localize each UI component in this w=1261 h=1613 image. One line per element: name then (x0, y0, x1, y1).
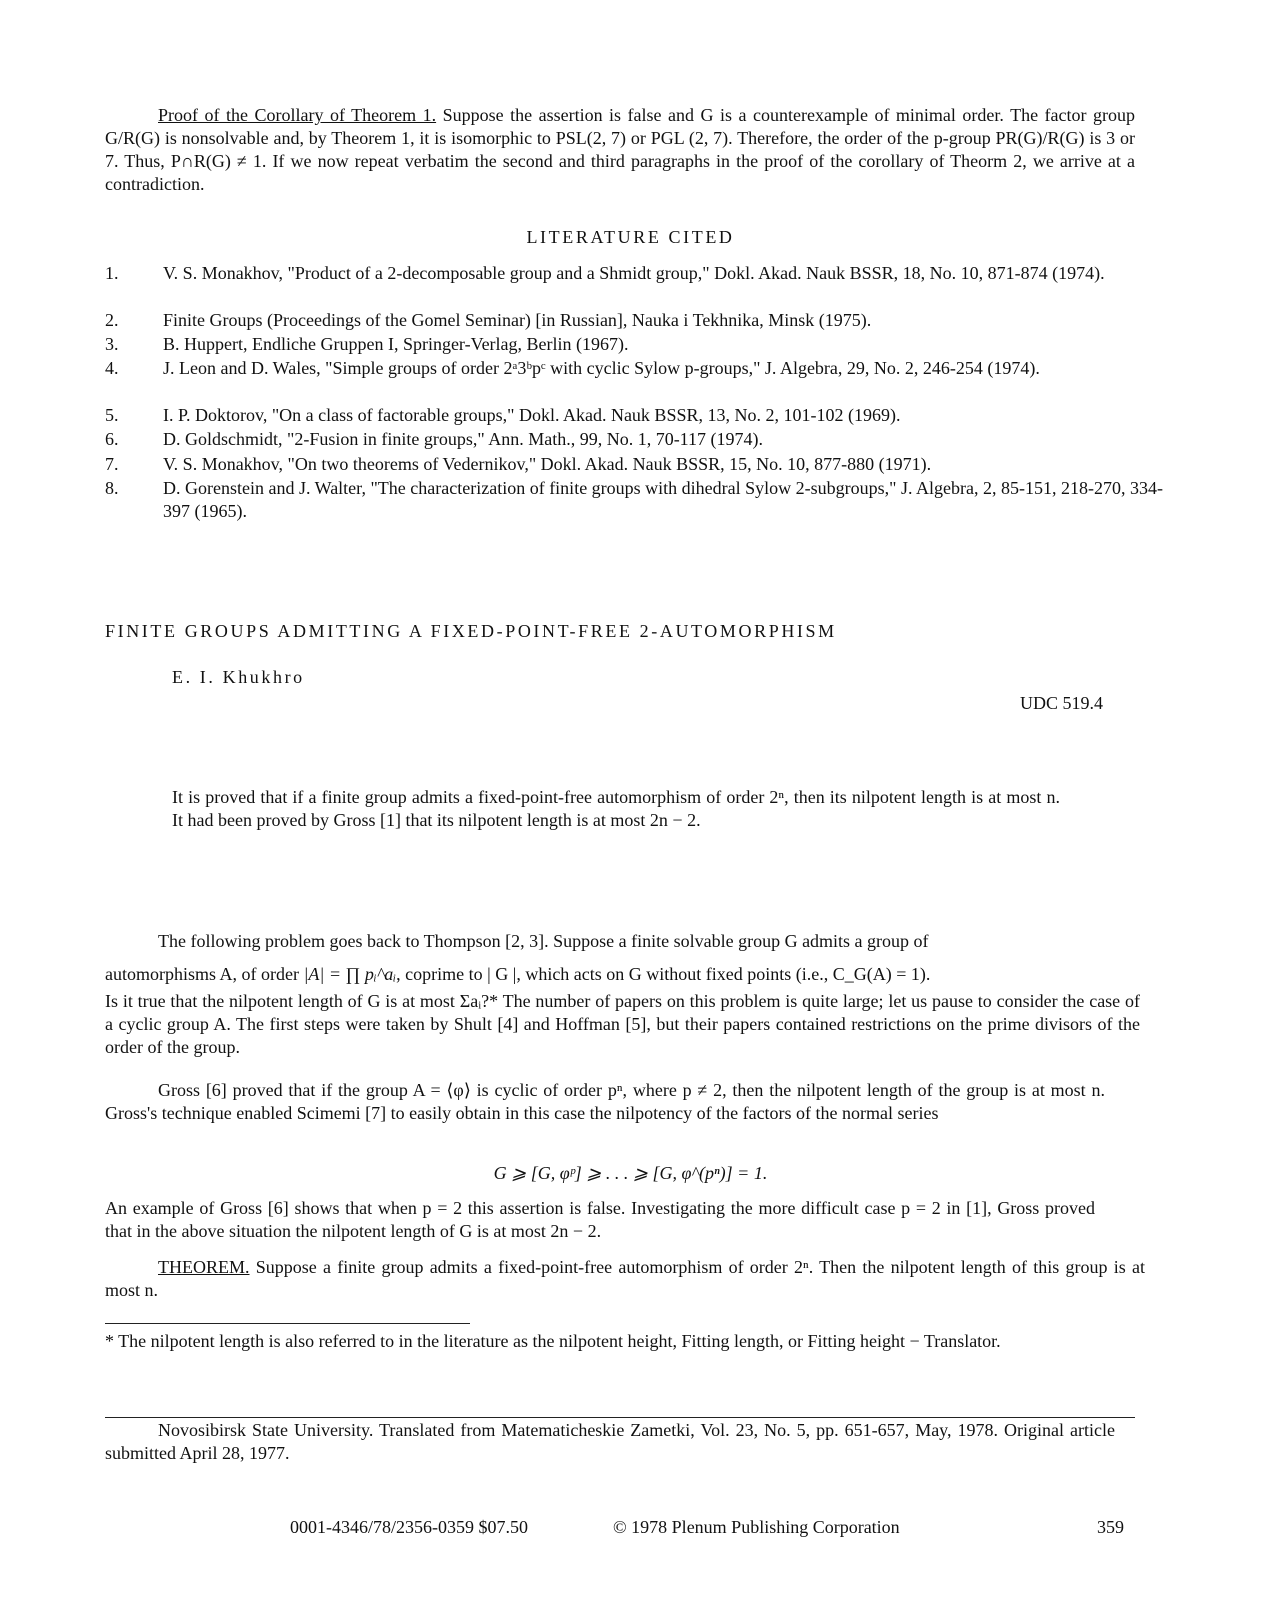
article-author: E. I. Khukhro (172, 667, 305, 687)
theorem-body: Suppose a finite group admits a fixed-point-free automorphism of order 2ⁿ. Then the nilpotent length of this group is at most n. (105, 1257, 1145, 1300)
abstract: It is proved that if a finite group admits a fixed-point-free automorphism of order 2ⁿ, then its nilpotent length is at most n. It had been proved by Gross [1] that its nilpotent length is at most 2n − 2. (172, 787, 1060, 830)
footnote: * The nilpotent length is also referred to in the literature as the nilpotent height, Fitting length, or Fitting height − Translator. (105, 1331, 1001, 1351)
order-formula: |A| = ∏ pᵢ^aᵢ (303, 964, 397, 984)
footnote-rule (105, 1323, 470, 1324)
literature-heading: LITERATURE CITED (526, 227, 735, 247)
body-paragraph-3: An example of Gross [6] shows that when p = 2 this assertion is false. Investigating the more difficult case p = 2 in [1], Gross proved that in the above situation the nilpotent length of G is at most 2n − 2. (105, 1198, 1095, 1241)
proof-body: Suppose the assertion is false and G is a counterexample of minimal order. The factor group G/R(G) is nonsolvable and, by Theorem 1, it is isomorphic to PSL(2, 7) or PGL (2, 7). Therefore, the order of the p-group PR(G)/R(G) is 3 or 7. Thus, P∩R(G) ≠ 1. If we now repeat verbatim the second and third paragraphs in the proof of the corollary of Theorm 2, we arrive at a contradiction. (105, 105, 1136, 194)
udc-code: UDC 519.4 (1020, 693, 1104, 713)
body-p1-line-a: The following problem goes back to Thompson [2, 3]. Suppose a finite solvable group G admits a group of (158, 931, 929, 951)
proof-paragraph (105, 104, 1135, 196)
theorem (105, 1256, 1145, 1302)
page-number: 359 (1097, 1517, 1124, 1537)
body-paragraph-1 (105, 930, 1140, 1059)
article-title: FINITE GROUPS ADMITTING A FIXED-POINT-FREE 2-AUTOMORPHISM (105, 621, 837, 641)
source-rule (105, 1417, 1135, 1418)
body-paragraph-2: Gross [6] proved that if the group A = ⟨φ⟩ is cyclic of order pⁿ, where p ≠ 2, then the nilpotent length of the group is at most n. Gross's technique enabled Scimemi [7] to easily obtain in this case the nilpotency of the factors of the normal series (105, 1080, 1105, 1123)
source-note: Novosibirsk State University. Translated from Matematicheskie Zametki, Vol. 23, No. 5, pp. 651-657, May, 1978. Original article submitted April 28, 1977. (105, 1420, 1115, 1463)
body-p1-line-c: Is it true that the nilpotent length of G is at most Σaᵢ?* The number of papers on this problem is quite large; let us pause to consider the case of a cyclic group A. The first steps were taken by Shult [4] and Hoffman [5], but their papers contained restrictions on the prime divisors of the order of the group. (105, 991, 1140, 1057)
footer-copyright: © 1978 Plenum Publishing Corporation (613, 1517, 900, 1537)
normal-series-formula: G ⩾ [G, φᵖ] ⩾ . . . ⩾ [G, φ^(pⁿ)] = 1. (493, 1163, 768, 1183)
footer-code: 0001-4346/78/2356-0359 $07.50 (290, 1517, 528, 1537)
proof-lead: Proof of the Corollary of Theorem 1. (158, 105, 437, 125)
body-p1-line-b: automorphisms A, of order |A| = ∏ pᵢ^aᵢ, coprime to | G |, which acts on G without fixed points (i.e., C_G(A) = 1). (105, 964, 931, 984)
theorem-lead: THEOREM. (158, 1257, 250, 1277)
